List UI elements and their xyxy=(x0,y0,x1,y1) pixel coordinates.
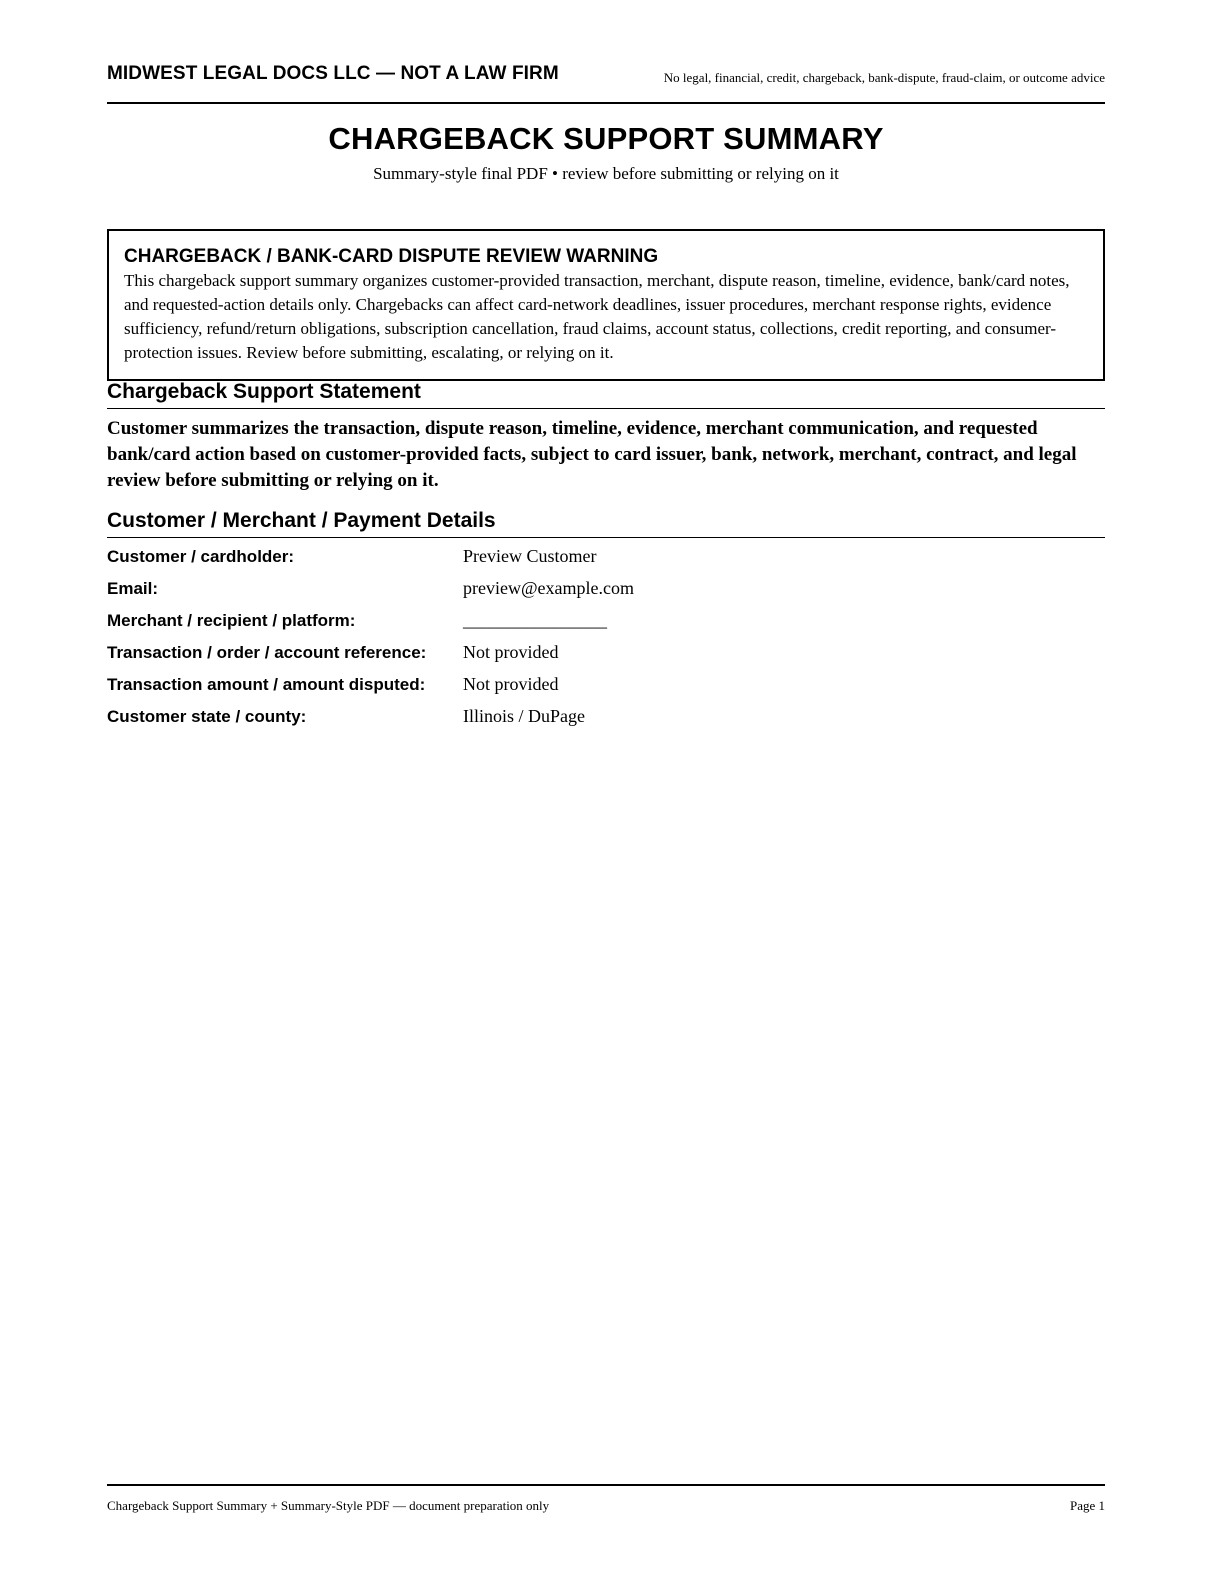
statement-heading: Chargeback Support Statement xyxy=(107,379,1105,409)
page-header xyxy=(107,62,1105,104)
detail-label: Customer state / county: xyxy=(107,707,307,726)
detail-value: Not provided xyxy=(463,674,559,694)
detail-value: Illinois / DuPage xyxy=(463,706,585,726)
document-subtitle: Summary-style final PDF • review before submitting or relying on it xyxy=(373,164,839,183)
firm-name: MIDWEST LEGAL DOCS LLC — NOT A LAW FIRM xyxy=(107,63,559,84)
detail-value: ________________ xyxy=(463,610,607,630)
detail-value: Preview Customer xyxy=(463,546,597,566)
detail-row-amount xyxy=(107,673,1105,705)
detail-row-merchant xyxy=(107,609,1105,641)
warning-text: This chargeback support summary organizes customer-provided transaction, merchant, dispute reason, timeline, evidence, bank/card notes, and requested-action details only. Chargebacks can affect card-network deadlines, issuer procedures, merchant response rights, evidence sufficiency, refund/return obligations, subscription cancellation, fraud claims, account status, collections, credit reporting, and consumer-protection issues. Review before submitting, escalating, or relying on it. xyxy=(124,271,1070,362)
detail-label: Transaction amount / amount disputed: xyxy=(107,675,426,694)
details-table xyxy=(107,545,1105,737)
detail-value: preview@example.com xyxy=(463,578,635,598)
detail-row-state-county xyxy=(107,705,1105,737)
footer-text: Chargeback Support Summary + Summary-Style PDF — document preparation only xyxy=(107,1498,550,1513)
detail-label: Transaction / order / account reference: xyxy=(107,643,427,662)
warning-box xyxy=(107,229,1105,381)
document-page xyxy=(107,0,1105,1584)
detail-label: Email: xyxy=(107,579,159,598)
warning-title: CHARGEBACK / BANK-CARD DISPUTE REVIEW WARNING xyxy=(124,246,659,267)
details-heading: Customer / Merchant / Payment Details xyxy=(107,508,1105,538)
detail-label: Customer / cardholder: xyxy=(107,547,295,566)
document-title: CHARGEBACK SUPPORT SUMMARY xyxy=(328,121,884,156)
statement-body: Customer summarizes the transaction, dispute reason, timeline, evidence, merchant communication, and requested bank/card action based on customer-provided facts, subject to card issuer, bank, network, merchant, contract, and legal review before submitting or relying on it. xyxy=(107,418,1077,491)
page-number: Page 1 xyxy=(1069,1498,1105,1513)
detail-value: Not provided xyxy=(463,642,559,662)
detail-label: Merchant / recipient / platform: xyxy=(107,611,356,630)
detail-row-email xyxy=(107,577,1105,609)
detail-row-cardholder xyxy=(107,545,1105,577)
detail-row-reference xyxy=(107,641,1105,673)
page-footer xyxy=(107,1484,1105,1513)
header-disclaimer: No legal, financial, credit, chargeback, bank-dispute, fraud-claim, or outcome advice xyxy=(663,70,1105,85)
